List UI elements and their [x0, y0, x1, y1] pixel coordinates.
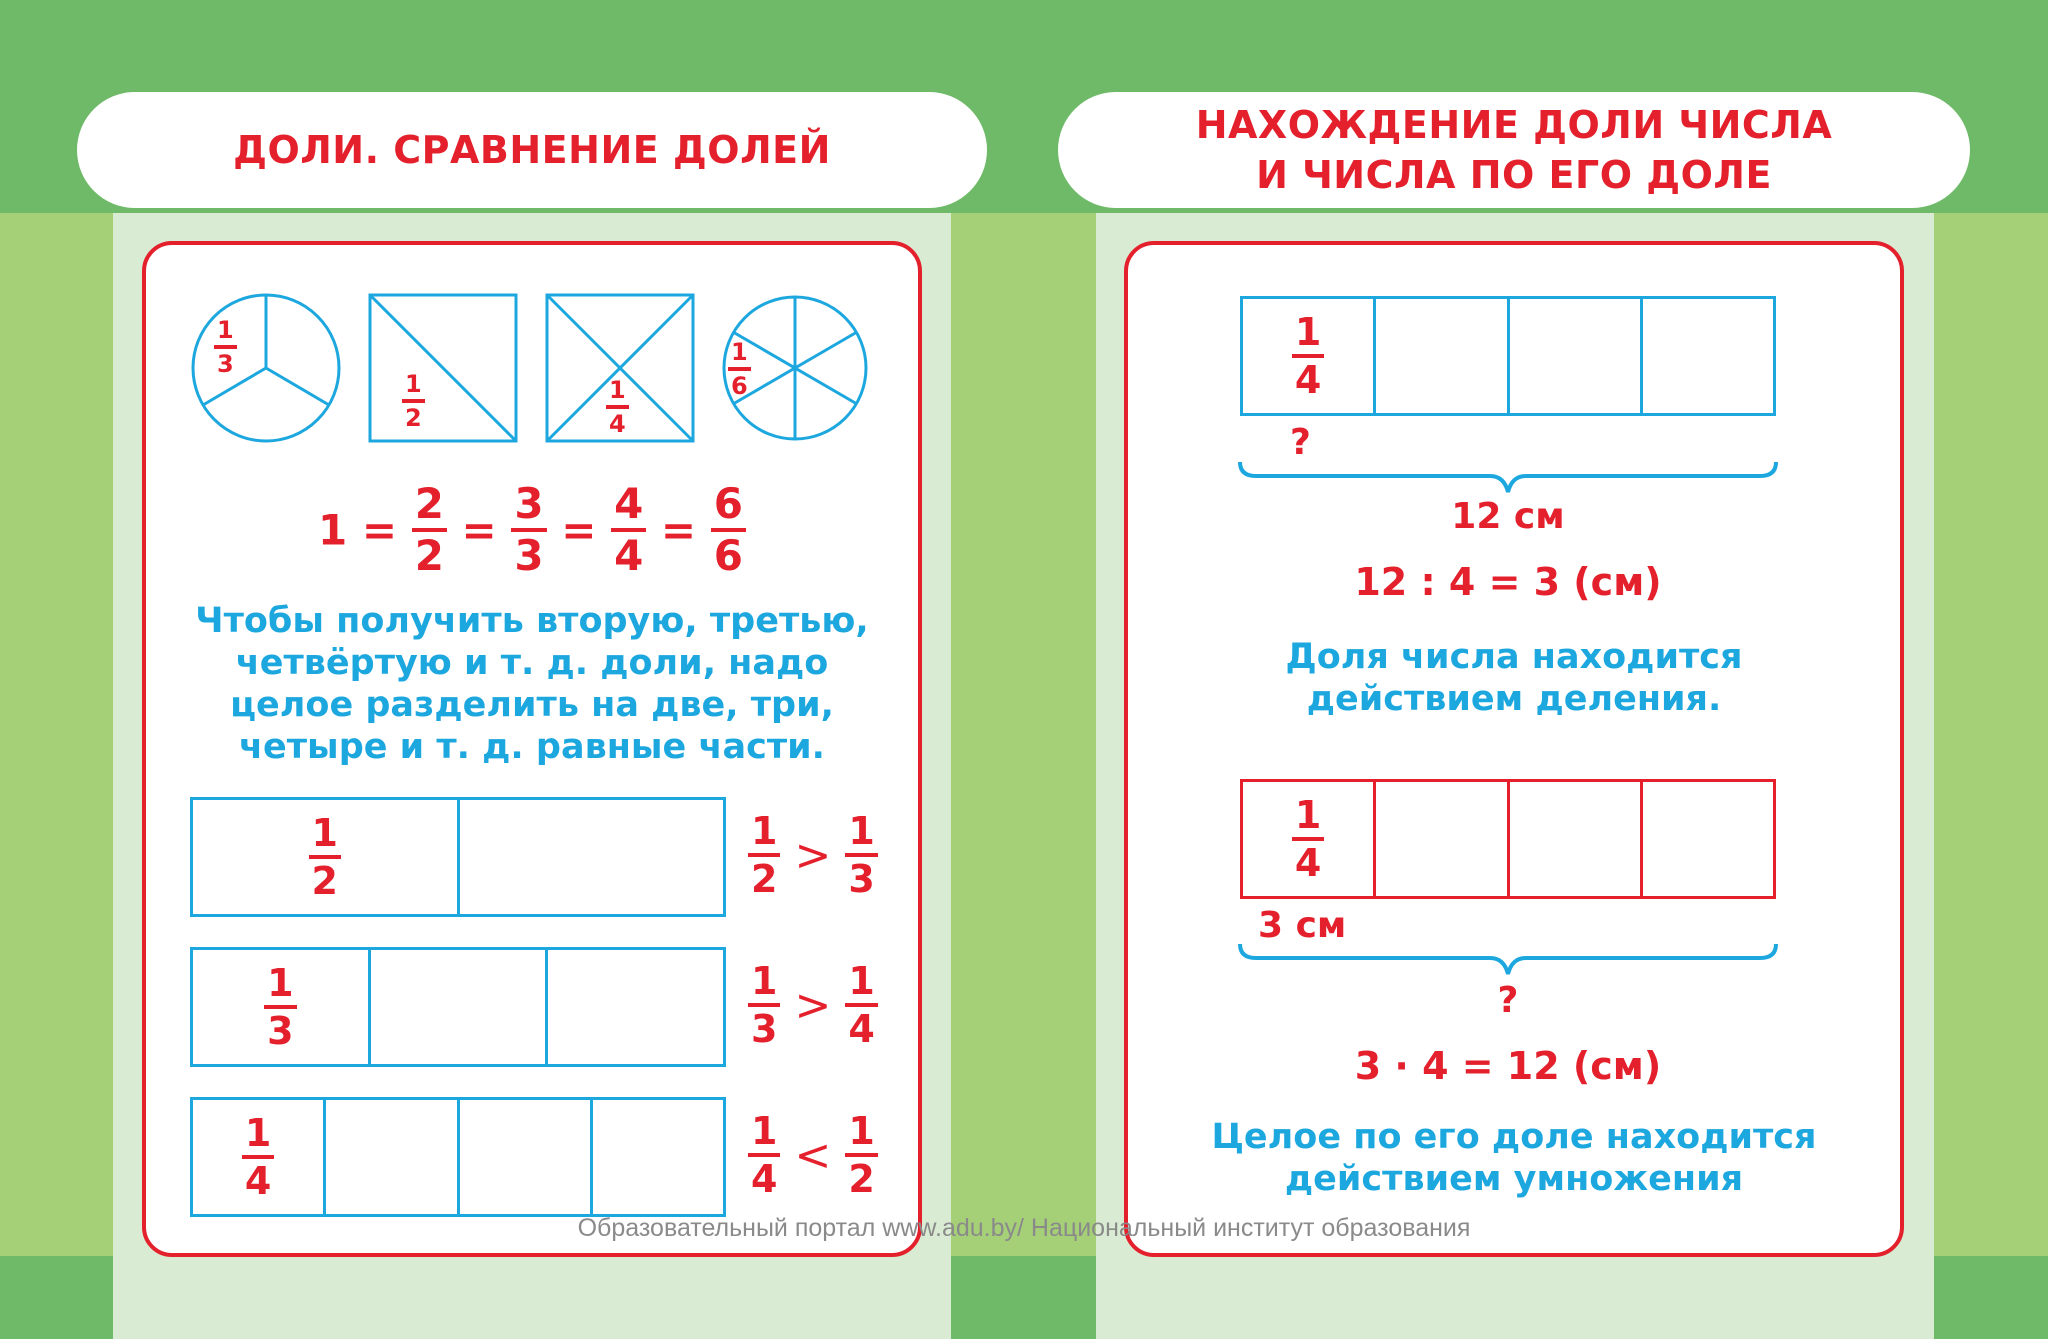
halves-bar: $\frac{1}{2}$ [190, 797, 726, 917]
whole-question-mark: ? [1497, 980, 1519, 1021]
comparison-third-quarter: $\frac{1}{3}$ > $\frac{1}{4}$ [748, 962, 878, 1048]
whole-finding-bar: $\frac{1}{4}$ [1240, 779, 1776, 899]
right-title: НАХОЖДЕНИЕ ДОЛИ ЧИСЛА И ЧИСЛА ПО ЕГО ДОЛЕ [1058, 92, 1970, 208]
circle-thirds-label: $\frac{1}{3}$ [214, 318, 237, 376]
square-halves-label: $\frac{1}{2}$ [402, 372, 425, 430]
comparison-half-third: $\frac{1}{2}$ > $\frac{1}{3}$ [748, 812, 878, 898]
part-question-mark: ? [1290, 422, 1311, 463]
part-finding-brace-icon [1236, 458, 1780, 498]
square-halves-icon [370, 295, 516, 441]
part-finding-bar: $\frac{1}{4}$ [1240, 296, 1776, 416]
whole-finding-rule: Целое по его доле находится действием умножения [1211, 1117, 1817, 1199]
square-quarters-label: $\frac{1}{4}$ [606, 378, 629, 436]
whole-finding-brace-icon [1236, 940, 1780, 980]
quarters-bar: $\frac{1}{4}$ [190, 1097, 726, 1217]
part-total-label: 12 см [1451, 496, 1565, 537]
fraction-shapes [190, 290, 870, 450]
comparison-quarter-half: $\frac{1}{4}$ < $\frac{1}{2}$ [748, 1112, 878, 1198]
whole-part-label: 3 см [1258, 905, 1347, 946]
watermark: Образовательный портал www.adu.by/ Национальный институт образования [577, 1214, 1471, 1242]
unit-fraction-equation: 1 = $\frac{2}{2}$ = $\frac{3}{3}$ = $\frac{4}{4}$ = $\frac{6}{6}$ [142, 483, 922, 577]
whole-finding-expression: 3 · 4 = 12 (см) [1354, 1044, 1662, 1088]
thirds-bar: $\frac{1}{3}$ [190, 947, 726, 1067]
part-finding-expression: 12 : 4 = 3 (см) [1354, 560, 1662, 604]
circle-sixths-label: $\frac{1}{6}$ [728, 340, 751, 398]
left-title: ДОЛИ. СРАВНЕНИЕ ДОЛЕЙ [77, 92, 987, 208]
part-finding-rule: Доля числа находится действием деления. [1285, 637, 1743, 719]
fraction-rule-text: Чтобы получить вторую, третью, четвёртую и т. д. доли, надо целое разделить на две, три, четыре и т. д. равные части. [195, 601, 869, 767]
